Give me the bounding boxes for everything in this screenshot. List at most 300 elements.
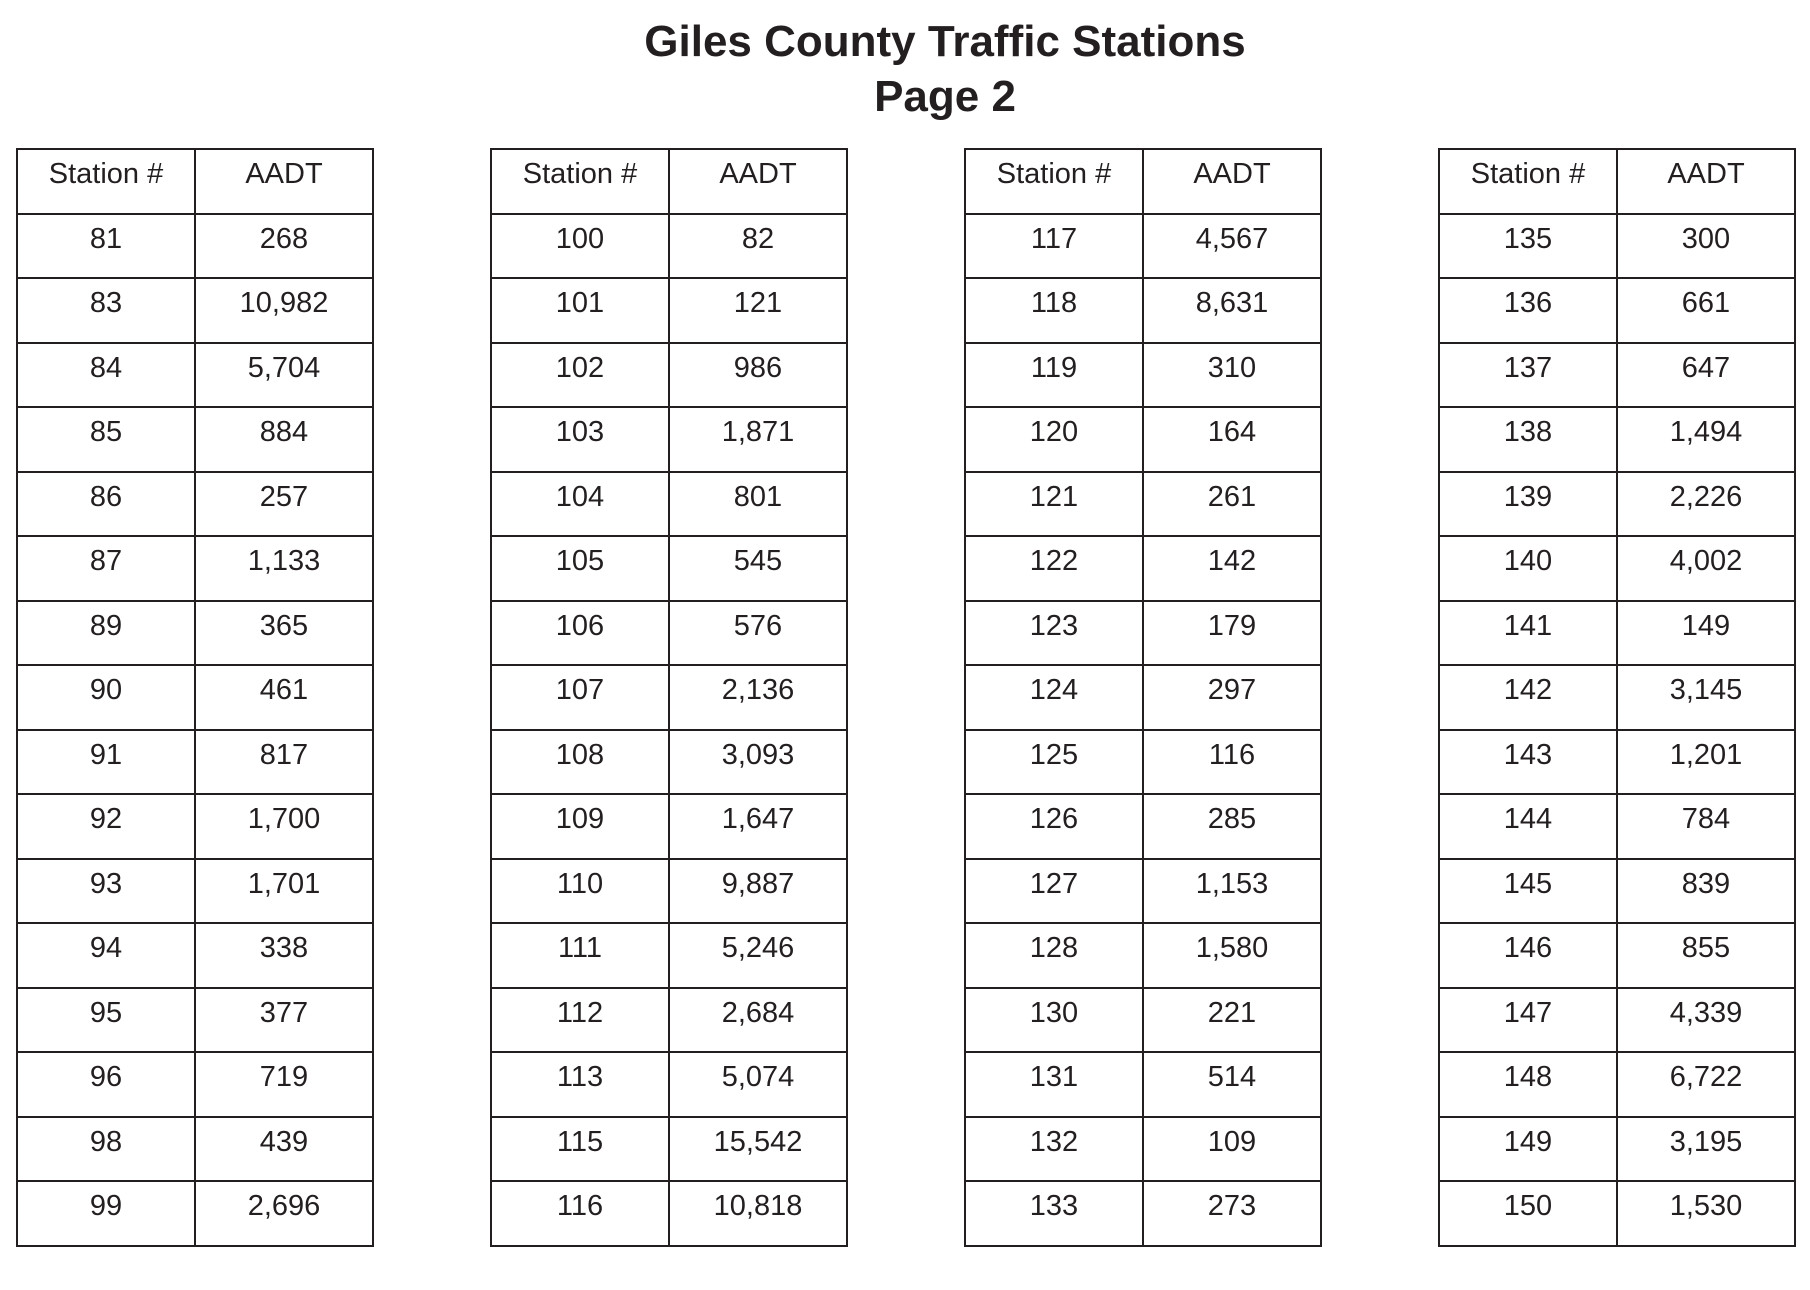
- aadt-cell: [195, 923, 373, 988]
- table-row: [491, 665, 847, 730]
- station-number: 132: [1029, 1125, 1079, 1158]
- aadt-value: 784: [1681, 803, 1731, 835]
- station-number-cell: [965, 859, 1143, 924]
- aadt-cell: [669, 407, 847, 472]
- station-number-cell: [17, 988, 195, 1053]
- column-header-station: [965, 149, 1143, 214]
- aadt-cell: [1617, 794, 1795, 859]
- aadt-cell: [1143, 278, 1321, 343]
- aadt-cell: [1143, 536, 1321, 601]
- aadt-cell: [1143, 988, 1321, 1053]
- aadt-cell: [669, 859, 847, 924]
- station-number: 141: [1503, 609, 1553, 642]
- station-number-cell: [965, 794, 1143, 859]
- aadt-value: 121: [733, 287, 783, 319]
- aadt-value: 4,339: [1669, 996, 1743, 1029]
- station-number-cell: [965, 665, 1143, 730]
- header-label: AADT: [1667, 158, 1745, 190]
- station-number-cell: [17, 923, 195, 988]
- aadt-cell: [1617, 923, 1795, 988]
- aadt-cell: [1143, 407, 1321, 472]
- station-number: 139: [1503, 480, 1553, 513]
- aadt-value: 3,145: [1669, 674, 1743, 706]
- aadt-cell: [1143, 214, 1321, 279]
- aadt-cell: [669, 730, 847, 795]
- station-number-cell: [491, 407, 669, 472]
- station-table-1: [16, 148, 374, 1247]
- station-number: 144: [1503, 803, 1553, 835]
- aadt-value: 300: [1681, 222, 1731, 255]
- header-row: [491, 149, 847, 214]
- aadt-value: 116: [1208, 738, 1256, 771]
- column-header-station: [1439, 149, 1617, 214]
- table-row: [491, 407, 847, 472]
- aadt-cell: [1617, 536, 1795, 601]
- station-number: 84: [89, 351, 123, 384]
- station-number: 127: [1029, 867, 1079, 900]
- station-number: 95: [89, 996, 123, 1029]
- station-number-cell: [491, 923, 669, 988]
- station-number: 81: [89, 222, 123, 255]
- aadt-value: 2,136: [721, 674, 795, 706]
- aadt-value: 149: [1681, 609, 1731, 642]
- table-row: [491, 214, 847, 279]
- station-number: 86: [89, 480, 123, 513]
- table-row: [491, 343, 847, 408]
- station-number-cell: [17, 278, 195, 343]
- station-number-cell: [491, 859, 669, 924]
- table-row: [491, 923, 847, 988]
- table-row: [965, 278, 1321, 343]
- aadt-cell: [1617, 472, 1795, 537]
- aadt-value: 8,631: [1195, 287, 1269, 319]
- aadt-value: 461: [259, 674, 309, 706]
- aadt-cell: [669, 1181, 847, 1246]
- aadt-value: 439: [259, 1125, 309, 1158]
- table-row: [1439, 407, 1795, 472]
- aadt-value: 1,530: [1669, 1190, 1743, 1222]
- aadt-cell: [1617, 214, 1795, 279]
- table-row: [491, 1117, 847, 1182]
- station-number-cell: [17, 1052, 195, 1117]
- aadt-cell: [669, 278, 847, 343]
- table-row: [1439, 1117, 1795, 1182]
- aadt-value: 109: [1207, 1125, 1257, 1158]
- station-number-cell: [1439, 343, 1617, 408]
- aadt-value: 839: [1681, 867, 1731, 900]
- table-row: [1439, 601, 1795, 666]
- column-header-aadt: [1143, 149, 1321, 214]
- header-label: AADT: [719, 158, 797, 190]
- aadt-cell: [669, 923, 847, 988]
- table-row: [965, 665, 1321, 730]
- table-row: [491, 278, 847, 343]
- table-row: [17, 214, 373, 279]
- station-number: 109: [555, 803, 605, 835]
- station-number-cell: [491, 665, 669, 730]
- station-number-cell: [1439, 601, 1617, 666]
- station-number: 96: [89, 1061, 123, 1093]
- aadt-cell: [669, 214, 847, 279]
- station-number-cell: [491, 1181, 669, 1246]
- station-number-cell: [491, 601, 669, 666]
- station-number: 118: [1030, 287, 1078, 319]
- header-row: [1439, 149, 1795, 214]
- aadt-value: 3,093: [721, 738, 795, 771]
- table-row: [17, 343, 373, 408]
- aadt-value: 5,074: [721, 1061, 795, 1093]
- station-number: 90: [89, 674, 123, 706]
- station-number: 92: [89, 803, 123, 835]
- station-number-cell: [491, 343, 669, 408]
- table-row: [1439, 730, 1795, 795]
- station-number: 98: [89, 1125, 123, 1158]
- aadt-value: 986: [733, 351, 783, 384]
- aadt-value: 1,494: [1669, 416, 1743, 448]
- aadt-value: 273: [1207, 1190, 1257, 1222]
- station-number-cell: [965, 988, 1143, 1053]
- station-number: 102: [555, 351, 605, 384]
- aadt-cell: [1617, 407, 1795, 472]
- aadt-cell: [195, 536, 373, 601]
- station-number: 143: [1503, 738, 1553, 771]
- aadt-value: 82: [741, 222, 775, 255]
- table-row: [17, 472, 373, 537]
- table-row: [1439, 343, 1795, 408]
- station-number: 124: [1029, 674, 1079, 706]
- table-row: [17, 1052, 373, 1117]
- station-table-4: [1438, 148, 1796, 1247]
- station-number-cell: [1439, 665, 1617, 730]
- table-row: [17, 988, 373, 1053]
- station-number: 128: [1029, 932, 1079, 964]
- aadt-cell: [1617, 1052, 1795, 1117]
- station-number: 133: [1029, 1190, 1079, 1222]
- station-number: 103: [555, 416, 605, 448]
- station-number: 106: [555, 609, 605, 642]
- aadt-cell: [669, 536, 847, 601]
- station-number: 108: [555, 738, 605, 771]
- aadt-value: 545: [733, 545, 783, 577]
- station-number: 94: [89, 932, 123, 964]
- station-number-cell: [17, 665, 195, 730]
- table-row: [965, 730, 1321, 795]
- header-label: AADT: [245, 158, 323, 190]
- table-row: [1439, 665, 1795, 730]
- aadt-value: 285: [1207, 803, 1257, 835]
- aadt-cell: [195, 278, 373, 343]
- aadt-value: 1,701: [247, 867, 321, 900]
- aadt-value: 3,195: [1669, 1125, 1743, 1158]
- table-row: [965, 794, 1321, 859]
- aadt-value: 1,647: [721, 803, 795, 835]
- aadt-value: 719: [259, 1061, 309, 1093]
- station-number: 150: [1503, 1190, 1553, 1222]
- aadt-value: 297: [1207, 674, 1257, 706]
- station-number-cell: [17, 1181, 195, 1246]
- station-number-cell: [491, 988, 669, 1053]
- aadt-value: 855: [1681, 932, 1731, 964]
- station-number: 115: [556, 1125, 604, 1158]
- aadt-value: 4,002: [1669, 545, 1743, 577]
- station-table-3-container: [964, 148, 1322, 1247]
- table-row: [491, 1181, 847, 1246]
- station-number: 113: [556, 1061, 604, 1093]
- header-row: [17, 149, 373, 214]
- aadt-value: 5,246: [721, 932, 795, 964]
- station-number: 125: [1029, 738, 1079, 771]
- station-number: 140: [1503, 545, 1553, 577]
- station-number-cell: [1439, 1052, 1617, 1117]
- station-number-cell: [965, 1181, 1143, 1246]
- table-row: [17, 601, 373, 666]
- table-row: [17, 923, 373, 988]
- aadt-cell: [195, 214, 373, 279]
- table-row: [17, 1181, 373, 1246]
- station-number-cell: [491, 472, 669, 537]
- aadt-cell: [1617, 859, 1795, 924]
- aadt-cell: [1143, 1181, 1321, 1246]
- aadt-value: 338: [259, 932, 309, 964]
- aadt-cell: [1617, 343, 1795, 408]
- station-number-cell: [17, 536, 195, 601]
- table-row: [491, 536, 847, 601]
- station-number: 116: [556, 1190, 604, 1222]
- station-number-cell: [1439, 859, 1617, 924]
- page-title: [0, 14, 1810, 124]
- aadt-value: 2,696: [247, 1190, 321, 1222]
- station-number: 87: [89, 545, 123, 577]
- station-number: 117: [1030, 222, 1078, 255]
- station-number: 135: [1503, 222, 1553, 255]
- station-number: 104: [555, 480, 605, 513]
- station-number: 85: [89, 416, 123, 448]
- table-row: [17, 407, 373, 472]
- station-number: 107: [555, 674, 605, 706]
- aadt-value: 10,818: [713, 1190, 803, 1222]
- aadt-cell: [1617, 988, 1795, 1053]
- station-number: 121: [1029, 480, 1079, 513]
- aadt-value: 5,704: [247, 351, 321, 384]
- station-number-cell: [965, 472, 1143, 537]
- station-number-cell: [17, 214, 195, 279]
- aadt-cell: [195, 407, 373, 472]
- aadt-value: 514: [1207, 1061, 1257, 1093]
- aadt-cell: [1143, 472, 1321, 537]
- table-row: [17, 794, 373, 859]
- table-row: [1439, 536, 1795, 601]
- station-number-cell: [1439, 923, 1617, 988]
- station-number-cell: [1439, 794, 1617, 859]
- aadt-cell: [1143, 1117, 1321, 1182]
- aadt-value: 817: [259, 738, 309, 771]
- station-number: 89: [89, 609, 123, 642]
- aadt-value: 9,887: [721, 867, 795, 900]
- station-number-cell: [965, 730, 1143, 795]
- station-number-cell: [17, 601, 195, 666]
- aadt-value: 164: [1207, 416, 1257, 448]
- station-number: 137: [1503, 351, 1553, 384]
- aadt-cell: [669, 1052, 847, 1117]
- aadt-cell: [669, 665, 847, 730]
- station-table-1-container: [16, 148, 374, 1247]
- table-row: [965, 1181, 1321, 1246]
- table-row: [1439, 472, 1795, 537]
- title-main: Giles County Traffic Stations: [644, 17, 1246, 66]
- table-row: [965, 472, 1321, 537]
- aadt-value: 801: [733, 480, 783, 513]
- table-row: [491, 472, 847, 537]
- aadt-value: 221: [1207, 996, 1257, 1029]
- table-row: [17, 536, 373, 601]
- station-number: 147: [1503, 996, 1553, 1029]
- station-number: 83: [89, 287, 123, 319]
- table-row: [965, 1052, 1321, 1117]
- aadt-value: 310: [1207, 351, 1257, 384]
- station-number-cell: [17, 1117, 195, 1182]
- station-number-cell: [965, 278, 1143, 343]
- aadt-cell: [195, 1117, 373, 1182]
- aadt-cell: [195, 859, 373, 924]
- aadt-cell: [195, 1181, 373, 1246]
- aadt-value: 661: [1681, 287, 1731, 319]
- aadt-value: 884: [259, 416, 309, 448]
- station-number: 105: [555, 545, 605, 577]
- station-number-cell: [491, 794, 669, 859]
- table-row: [491, 730, 847, 795]
- table-row: [965, 923, 1321, 988]
- station-number-cell: [1439, 214, 1617, 279]
- aadt-value: 2,684: [721, 996, 795, 1029]
- header-label: Station #: [48, 158, 164, 190]
- aadt-value: 179: [1207, 609, 1257, 642]
- aadt-value: 647: [1681, 351, 1731, 384]
- station-number: 138: [1503, 416, 1553, 448]
- table-row: [1439, 214, 1795, 279]
- aadt-cell: [1617, 1117, 1795, 1182]
- aadt-cell: [1617, 278, 1795, 343]
- table-row: [965, 601, 1321, 666]
- station-number-cell: [491, 536, 669, 601]
- station-table-3: [964, 148, 1322, 1247]
- aadt-value: 4,567: [1195, 222, 1269, 255]
- station-number-cell: [17, 859, 195, 924]
- aadt-cell: [669, 472, 847, 537]
- aadt-value: 257: [259, 480, 309, 513]
- aadt-cell: [669, 988, 847, 1053]
- station-number-cell: [1439, 1181, 1617, 1246]
- table-row: [1439, 923, 1795, 988]
- station-number: 149: [1503, 1125, 1553, 1158]
- column-header-station: [491, 149, 669, 214]
- table-row: [965, 407, 1321, 472]
- station-number-cell: [491, 278, 669, 343]
- station-number: 110: [556, 867, 604, 900]
- station-number-cell: [1439, 1117, 1617, 1182]
- header-label: Station #: [522, 158, 638, 190]
- station-number: 100: [555, 222, 605, 255]
- station-number: 91: [89, 738, 123, 771]
- aadt-value: 2,226: [1669, 480, 1743, 513]
- table-row: [965, 988, 1321, 1053]
- table-row: [1439, 1181, 1795, 1246]
- aadt-cell: [669, 343, 847, 408]
- station-number: 119: [1030, 351, 1078, 384]
- station-number: 112: [556, 996, 604, 1029]
- aadt-value: 365: [259, 609, 309, 642]
- table-row: [17, 278, 373, 343]
- station-number: 93: [89, 867, 123, 900]
- station-table-2-container: [490, 148, 848, 1247]
- station-number-cell: [1439, 536, 1617, 601]
- aadt-cell: [195, 601, 373, 666]
- table-row: [965, 343, 1321, 408]
- aadt-cell: [1143, 730, 1321, 795]
- table-row: [1439, 988, 1795, 1053]
- aadt-cell: [1617, 665, 1795, 730]
- table-row: [965, 536, 1321, 601]
- station-number: 126: [1029, 803, 1079, 835]
- station-number: 101: [555, 287, 605, 319]
- aadt-value: 6,722: [1669, 1061, 1743, 1093]
- column-header-station: [17, 149, 195, 214]
- aadt-value: 1,871: [721, 416, 795, 448]
- station-number-cell: [1439, 988, 1617, 1053]
- station-table-2: [490, 148, 848, 1247]
- station-number: 131: [1029, 1061, 1079, 1093]
- station-number: 120: [1029, 416, 1079, 448]
- aadt-value: 1,153: [1195, 867, 1269, 900]
- table-row: [965, 214, 1321, 279]
- station-number: 148: [1503, 1061, 1553, 1093]
- aadt-cell: [1143, 794, 1321, 859]
- station-number-cell: [965, 214, 1143, 279]
- station-number-cell: [965, 1117, 1143, 1182]
- aadt-value: 1,201: [1669, 738, 1743, 771]
- aadt-cell: [1143, 923, 1321, 988]
- aadt-value: 1,580: [1195, 932, 1269, 964]
- aadt-cell: [195, 794, 373, 859]
- aadt-value: 10,982: [239, 287, 329, 319]
- table-row: [1439, 1052, 1795, 1117]
- aadt-cell: [669, 1117, 847, 1182]
- table-row: [491, 988, 847, 1053]
- table-row: [491, 601, 847, 666]
- station-number-cell: [491, 1117, 669, 1182]
- table-row: [17, 859, 373, 924]
- station-number: 122: [1029, 545, 1079, 577]
- aadt-cell: [669, 601, 847, 666]
- aadt-value: 15,542: [713, 1125, 803, 1158]
- header-row: [965, 149, 1321, 214]
- aadt-value: 261: [1207, 480, 1257, 513]
- station-number-cell: [1439, 407, 1617, 472]
- station-number: 146: [1503, 932, 1553, 964]
- aadt-cell: [1617, 601, 1795, 666]
- aadt-cell: [195, 472, 373, 537]
- station-number-cell: [491, 730, 669, 795]
- station-number: 111: [557, 932, 603, 964]
- header-label: AADT: [1193, 158, 1271, 190]
- station-number: 145: [1503, 867, 1553, 900]
- aadt-cell: [195, 1052, 373, 1117]
- table-row: [1439, 278, 1795, 343]
- aadt-value: 576: [733, 609, 783, 642]
- table-row: [965, 859, 1321, 924]
- header-label: Station #: [996, 158, 1112, 190]
- table-row: [17, 1117, 373, 1182]
- aadt-cell: [195, 988, 373, 1053]
